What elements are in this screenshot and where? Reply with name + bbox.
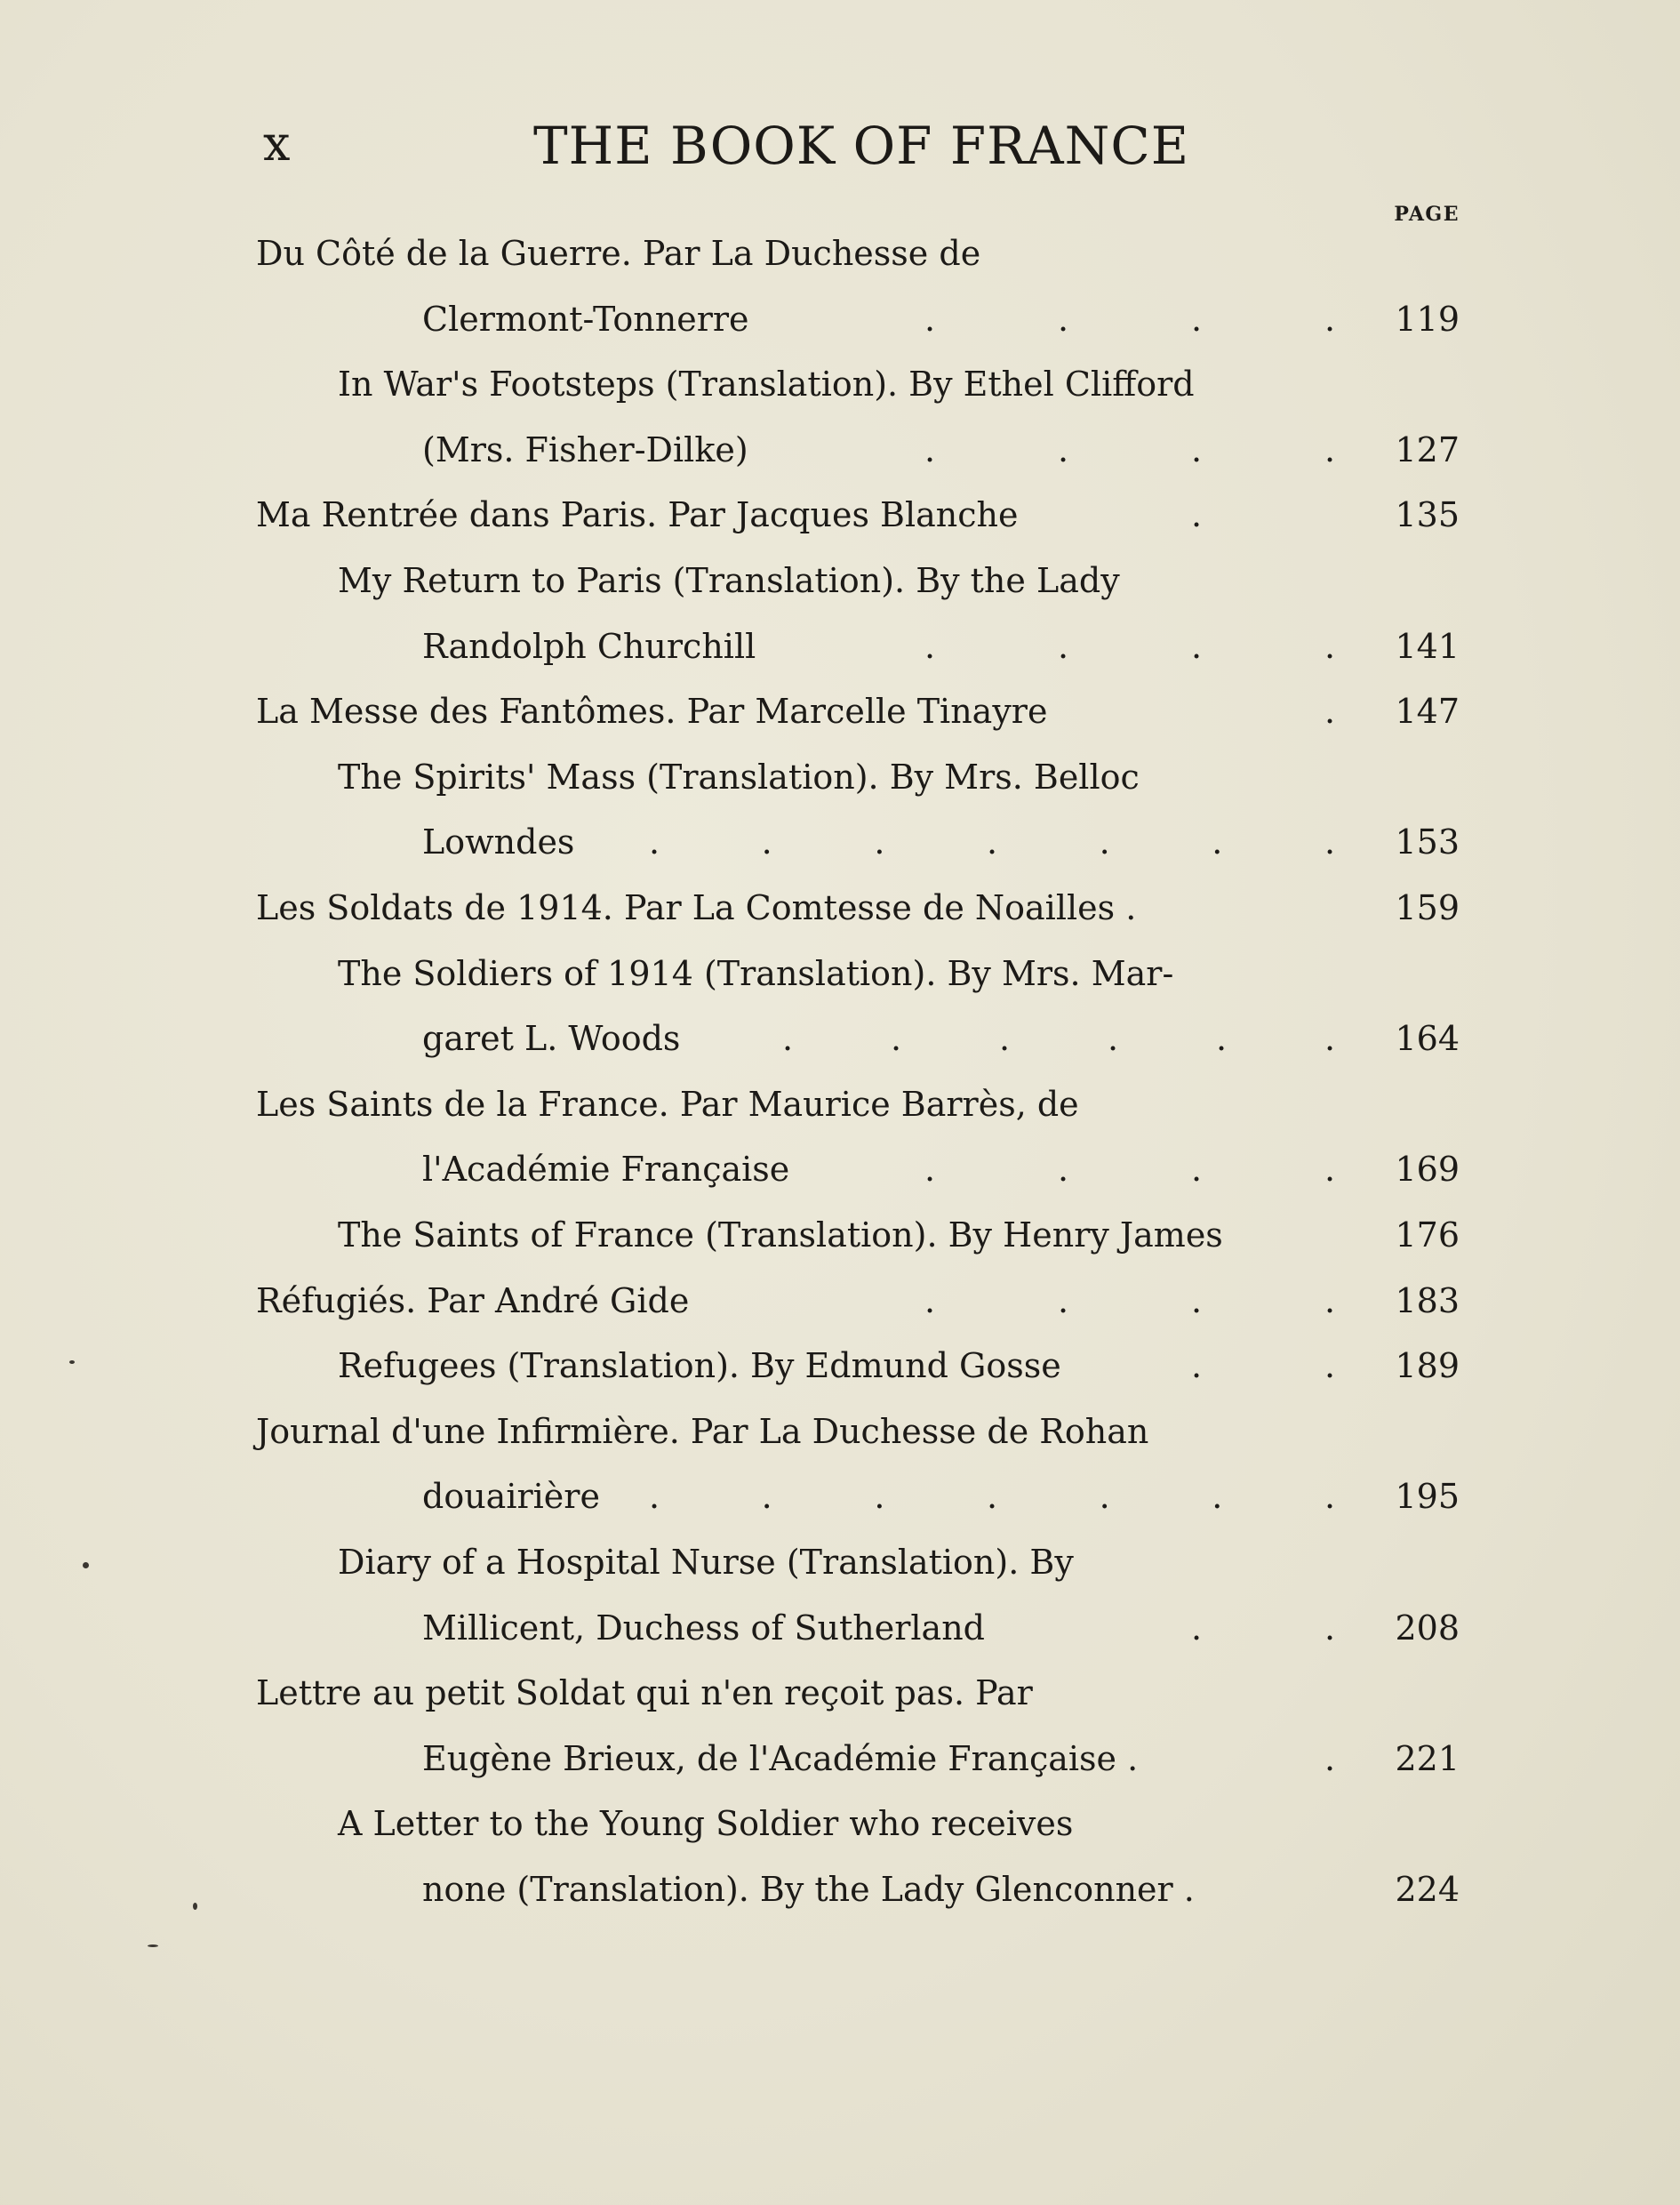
toc-line — [0, 944, 1680, 1003]
dot-leader: . — [1191, 495, 1203, 535]
toc-page-number: 176 — [1395, 1215, 1460, 1255]
toc-line — [0, 1664, 1680, 1722]
toc-line — [0, 1206, 1680, 1264]
dot-leader: . . . . — [924, 429, 1336, 469]
toc-line — [0, 748, 1680, 806]
toc-entry-text: Lettre au petit Soldat qui n'en reçoit pas. Par — [256, 1673, 1033, 1713]
toc-entry-text: Les Saints de la France. Par Maurice Barrès, de — [256, 1084, 1079, 1124]
toc-entry-text: Ma Rentrée dans Paris. Par Jacques Blanche — [256, 495, 1019, 535]
toc-page-number: 153 — [1395, 822, 1460, 862]
dot-leader: . — [1324, 1738, 1336, 1778]
toc-line — [0, 1794, 1680, 1853]
toc-entry-text: (Mrs. Fisher-Dilke) — [422, 429, 748, 469]
toc-page-number: 183 — [1395, 1280, 1460, 1320]
toc-line — [0, 617, 1680, 676]
toc-page-number: 127 — [1395, 429, 1460, 469]
dot-leader: . . — [1191, 1608, 1336, 1648]
toc-line — [0, 485, 1680, 544]
dot-leader: . . . . . . . — [649, 822, 1336, 862]
toc-page-number: 164 — [1395, 1019, 1460, 1059]
toc-entry-text: La Messe des Fantômes. Par Marcelle Tinayre — [256, 692, 1048, 732]
toc-entry-text: My Return to Paris (Translation). By the Lady — [338, 561, 1120, 600]
toc-page-number: 169 — [1395, 1150, 1460, 1190]
toc-line — [0, 290, 1680, 349]
dot-leader: . — [1324, 692, 1336, 732]
toc-page-number: 208 — [1395, 1608, 1460, 1648]
page-column-label: PAGE — [1394, 203, 1460, 226]
dot-leader: . . . . — [924, 1150, 1336, 1190]
toc-entry-text: Diary of a Hospital Nurse (Translation). By — [338, 1543, 1074, 1582]
toc-line — [0, 1271, 1680, 1330]
toc-entry-text: l'Académie Française — [422, 1150, 790, 1190]
toc-line — [0, 1860, 1680, 1919]
toc-entry-text: Du Côté de la Guerre. Par La Duchesse de — [256, 234, 981, 273]
toc-entry-text: The Soldiers of 1914 (Translation). By Mrs. Mar- — [338, 953, 1174, 993]
toc-line — [0, 1533, 1680, 1592]
toc-entry-text: The Spirits' Mass (Translation). By Mrs. Belloc — [338, 757, 1140, 797]
toc-line — [0, 1336, 1680, 1395]
toc-entry-text: Eugène Brieux, de l'Académie Française . — [422, 1738, 1139, 1778]
toc-line — [0, 1075, 1680, 1134]
toc-page-number: 224 — [1395, 1870, 1460, 1909]
toc-line — [0, 682, 1680, 741]
toc-entry-text: garet L. Woods — [422, 1019, 681, 1059]
page-speck — [83, 1562, 89, 1568]
toc-page-number: 195 — [1395, 1477, 1460, 1517]
toc-entry-text: The Saints of France (Translation). By Henry James — [338, 1215, 1223, 1255]
toc-line — [0, 878, 1680, 937]
toc-line — [0, 1140, 1680, 1199]
toc-entry-text: Journal d'une Infirmière. Par La Duchesse de Rohan — [256, 1411, 1149, 1451]
toc-page-number: 141 — [1395, 626, 1460, 666]
toc-line — [0, 1467, 1680, 1526]
toc-page-number: 119 — [1395, 299, 1460, 339]
toc-line — [0, 1599, 1680, 1657]
running-head: THE BOOK OF FRANCE — [533, 116, 1190, 176]
toc-entry-text: Refugees (Translation). By Edmund Gosse — [338, 1346, 1061, 1386]
page-speck — [148, 1944, 158, 1947]
toc-entry-text: A Letter to the Young Soldier who receives — [338, 1804, 1074, 1844]
toc-entry-text: Les Soldats de 1914. Par La Comtesse de Noailles . — [256, 888, 1137, 927]
toc-entry-text: Millicent, Duchess of Sutherland — [422, 1608, 985, 1648]
toc-entry-text: Randolph Churchill — [422, 626, 756, 666]
toc-entry-text: Réfugiés. Par André Gide — [256, 1280, 690, 1320]
toc-page-number: 147 — [1395, 692, 1460, 732]
toc-entry-text: In War's Footsteps (Translation). By Ethel Clifford — [338, 365, 1195, 405]
toc-line — [0, 1402, 1680, 1461]
dot-leader: . . . . . . . — [649, 1477, 1336, 1517]
toc-page-number: 221 — [1395, 1738, 1460, 1778]
page-speck — [193, 1903, 197, 1910]
toc-line — [0, 421, 1680, 479]
dot-leader: . . . . . . — [782, 1019, 1336, 1059]
page-speck — [69, 1360, 75, 1364]
toc-entry-text: Clermont-Tonnerre — [422, 299, 749, 339]
dot-leader: . . . . — [924, 299, 1336, 339]
toc-entry-text: none (Translation). By the Lady Glenconner . — [422, 1870, 1195, 1909]
dot-leader: . . . . — [924, 1280, 1336, 1320]
toc-line — [0, 1009, 1680, 1068]
toc-line — [0, 1729, 1680, 1788]
toc-page-number: 189 — [1395, 1346, 1460, 1386]
toc-line — [0, 355, 1680, 413]
dot-leader: . . — [1191, 1346, 1336, 1386]
toc-entry-text: Lowndes — [422, 822, 575, 862]
toc-page-number: 135 — [1395, 495, 1460, 535]
toc-page-number: 159 — [1395, 888, 1460, 927]
toc-line — [0, 813, 1680, 871]
dot-leader: . . . . — [924, 626, 1336, 666]
toc-entry-text: douairière — [422, 1477, 600, 1517]
toc-line — [0, 224, 1680, 283]
toc-line — [0, 551, 1680, 610]
folio: x — [263, 116, 291, 172]
